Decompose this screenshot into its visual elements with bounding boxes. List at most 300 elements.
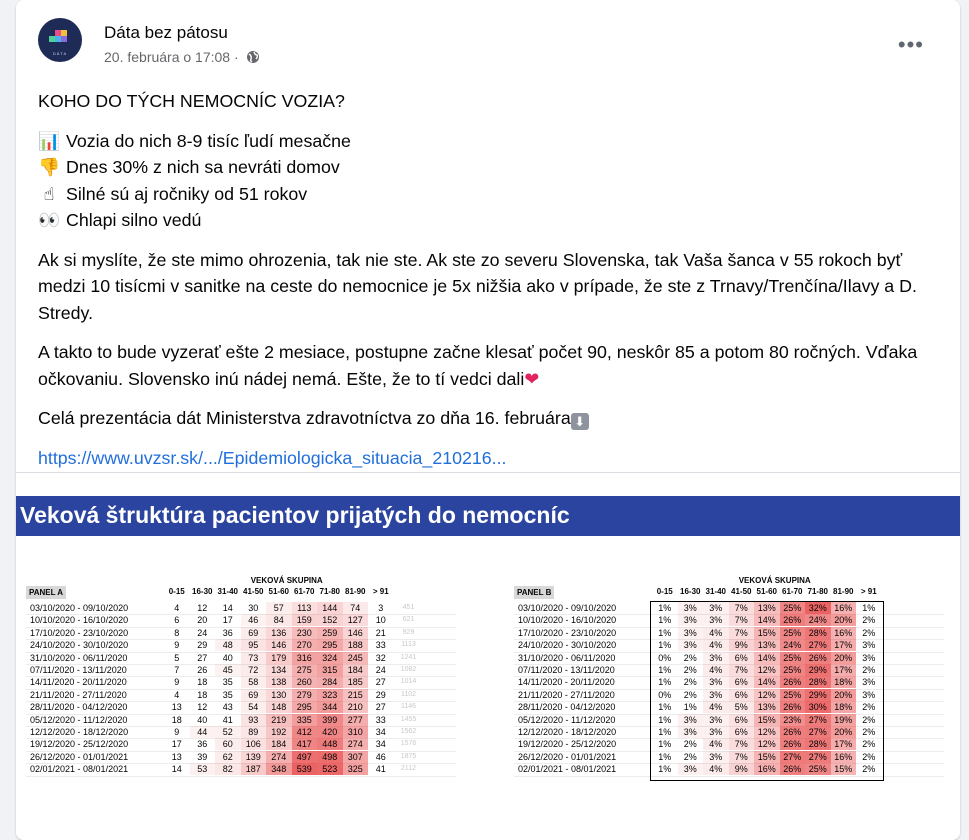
table-cell: 82 bbox=[215, 763, 241, 775]
table-cell: 33 bbox=[375, 640, 386, 651]
table-cell: 2% bbox=[862, 665, 876, 675]
table-cell: 134 bbox=[266, 664, 292, 676]
row-total: 1102 bbox=[400, 690, 417, 698]
paragraph: Ak si myslíte, že ste mimo ohrozenia, tak nie ste. Ak ste zo severu Slovenska, tak Vaša šanca v 55 rokoch byť medzi 10 tisícmi v sanitke na ceste do nemocnice je 5x nižšia ako v prípade, že ste z Trnavy/Trenčína/Ilavy a D. Stredy. bbox=[38, 249, 917, 323]
table-cell: 1% bbox=[683, 702, 697, 713]
table-cell: 35 bbox=[222, 677, 233, 688]
row-period: 24/10/2020 - 30/10/2020 bbox=[518, 640, 617, 651]
table-cell: 60 bbox=[215, 738, 241, 750]
column-header: 41-50 bbox=[731, 587, 752, 596]
table-cell: 259 bbox=[317, 627, 343, 639]
table-cell: 17% bbox=[831, 738, 857, 750]
table-cell: 27% bbox=[805, 639, 831, 651]
row-period: 28/11/2020 - 04/12/2020 bbox=[30, 702, 128, 713]
post-image[interactable] bbox=[16, 496, 960, 840]
table-cell: 3% bbox=[703, 676, 729, 688]
table-cell: 323 bbox=[317, 689, 343, 701]
table-cell: 16% bbox=[754, 763, 780, 775]
table-cell: 3% bbox=[862, 652, 876, 663]
table-cell: 46 bbox=[375, 751, 386, 762]
table-cell: 72 bbox=[241, 664, 267, 676]
table-row bbox=[26, 676, 466, 688]
table-row bbox=[26, 738, 466, 750]
table-cell: 14% bbox=[754, 676, 780, 688]
table-cell: 2% bbox=[683, 652, 697, 663]
table-cell: 275 bbox=[292, 664, 318, 676]
table-cell: 18 bbox=[197, 677, 208, 688]
table-cell: 3% bbox=[703, 652, 729, 664]
table-cell: 25% bbox=[780, 602, 806, 614]
table-cell: 279 bbox=[292, 689, 318, 701]
row-period: 17/10/2020 - 23/10/2020 bbox=[518, 627, 617, 638]
table-cell: 14 bbox=[171, 764, 182, 775]
table-cell: 14% bbox=[754, 614, 780, 626]
table-cell: 260 bbox=[292, 676, 318, 688]
table-cell: 44 bbox=[190, 726, 216, 738]
row-period: 10/10/2020 - 16/10/2020 bbox=[30, 615, 129, 626]
table-cell: 19% bbox=[831, 714, 857, 726]
table-cell: 6% bbox=[729, 726, 755, 738]
table-cell: 210 bbox=[343, 701, 369, 713]
table-row bbox=[26, 763, 466, 775]
table-cell: 1% bbox=[862, 603, 876, 613]
paragraph bbox=[38, 445, 938, 472]
table-cell: 184 bbox=[266, 738, 292, 750]
row-period: 03/10/2020 - 09/10/2020 bbox=[30, 603, 129, 613]
table-cell: 325 bbox=[343, 763, 369, 775]
table-cell: 48 bbox=[215, 639, 241, 651]
table-cell: 139 bbox=[241, 751, 267, 763]
table-cell: 29 bbox=[197, 640, 208, 651]
table-cell: 274 bbox=[343, 738, 369, 750]
eyes-icon: 👀 bbox=[38, 210, 61, 230]
avatar[interactable] bbox=[38, 18, 82, 62]
table-cell: 36 bbox=[222, 627, 233, 638]
table-cell: 417 bbox=[292, 738, 318, 750]
bullet-text: Vozia do nich 8-9 tisíc ľudí mesačne bbox=[66, 130, 351, 151]
more-options-button[interactable]: ••• bbox=[897, 32, 924, 57]
table-cell: 2% bbox=[862, 739, 876, 750]
table-cell: 152 bbox=[317, 614, 343, 626]
table-cell: 27 bbox=[375, 702, 386, 713]
table-cell: 1% bbox=[658, 640, 672, 651]
row-period: 14/11/2020 - 20/11/2020 bbox=[518, 677, 615, 688]
table-cell: 69 bbox=[241, 689, 267, 701]
row-period: 02/01/2021 - 08/01/2021 bbox=[30, 764, 129, 775]
paragraph: Celá prezentácia dát Ministerstva zdravotníctva zo dňa 16. februára ⬇ bbox=[38, 405, 938, 432]
table-cell: 62 bbox=[215, 751, 241, 763]
table-row bbox=[26, 726, 466, 738]
row-total: 451 bbox=[402, 604, 415, 611]
table-cell: 230 bbox=[292, 627, 318, 639]
table-cell: 20% bbox=[831, 614, 857, 626]
table-cell: 15% bbox=[831, 763, 857, 775]
table-cell: 14 bbox=[222, 603, 233, 613]
table-cell: 2% bbox=[862, 714, 876, 725]
table-cell: 2% bbox=[862, 727, 876, 737]
table-cell: 12% bbox=[754, 738, 780, 750]
table-cell: 7% bbox=[729, 751, 755, 763]
table-cell: 26% bbox=[780, 676, 806, 688]
table-cell: 13% bbox=[754, 639, 780, 651]
table-cell: 3 bbox=[378, 603, 384, 613]
table-cell: 7% bbox=[729, 614, 755, 626]
table-cell: 54 bbox=[241, 701, 267, 713]
row-period: 10/10/2020 - 16/10/2020 bbox=[518, 615, 617, 626]
table-cell: 7% bbox=[729, 627, 755, 639]
table-cell: 7% bbox=[729, 738, 755, 750]
row-period: 21/11/2020 - 27/11/2020 bbox=[518, 689, 615, 700]
table-cell: 344 bbox=[317, 701, 343, 713]
table-cell: 17% bbox=[831, 639, 857, 651]
row-period: 02/01/2021 - 08/01/2021 bbox=[518, 764, 617, 775]
table-cell: 2% bbox=[683, 739, 697, 750]
table-cell: 3% bbox=[678, 763, 704, 775]
table-cell: 2% bbox=[862, 764, 876, 775]
row-total: 1562 bbox=[400, 728, 417, 735]
column-header: 61-70 bbox=[782, 587, 803, 596]
column-header: 81-90 bbox=[345, 587, 366, 596]
column-header: 16-30 bbox=[680, 587, 701, 596]
table-cell: 539 bbox=[292, 763, 318, 775]
column-header: 31-40 bbox=[217, 587, 238, 596]
header-row bbox=[514, 586, 954, 599]
table-cell: 2% bbox=[862, 615, 876, 626]
table-cell: 0% bbox=[658, 652, 672, 663]
group-label: VEKOVÁ SKUPINA bbox=[738, 576, 811, 585]
bullet-item bbox=[38, 128, 938, 155]
post-header bbox=[38, 18, 940, 68]
table-cell: 448 bbox=[317, 738, 343, 750]
page-name[interactable]: Dáta bez pátosu bbox=[104, 23, 228, 42]
table-cell: 399 bbox=[317, 714, 343, 726]
pointing-up-icon: ☝ bbox=[43, 183, 55, 204]
table-cell: 184 bbox=[343, 664, 369, 676]
table-cell: 7 bbox=[174, 665, 180, 675]
table-cell: 3% bbox=[678, 639, 704, 651]
table-cell: 1% bbox=[658, 764, 672, 775]
table-cell: 335 bbox=[292, 714, 318, 726]
table-cell: 15% bbox=[754, 627, 780, 639]
table-cell: 17 bbox=[171, 739, 182, 750]
table-cell: 12 bbox=[197, 603, 208, 613]
table-cell: 1% bbox=[658, 603, 672, 613]
table-cell: 12 bbox=[197, 702, 208, 713]
table-cell: 130 bbox=[266, 689, 292, 701]
table-cell: 6% bbox=[729, 689, 755, 701]
table-cell: 4% bbox=[703, 627, 729, 639]
table-cell: 20% bbox=[831, 689, 857, 701]
table-cell: 9 bbox=[174, 677, 180, 688]
table-cell: 179 bbox=[266, 652, 292, 664]
table-cell: 3% bbox=[703, 726, 729, 738]
table-cell: 35 bbox=[222, 689, 233, 700]
table-cell: 30 bbox=[248, 603, 259, 613]
table-cell: 219 bbox=[266, 714, 292, 726]
table-cell: 26% bbox=[780, 738, 806, 750]
bullet-text: Dnes 30% z nich sa nevráti domov bbox=[66, 157, 340, 177]
table-cell: 16% bbox=[831, 627, 857, 639]
table-cell: 26 bbox=[197, 665, 208, 675]
table-cell: 53 bbox=[190, 763, 216, 775]
table-cell: 18% bbox=[831, 676, 857, 688]
logo-block bbox=[49, 36, 55, 42]
table-cell: 27% bbox=[805, 714, 831, 726]
bullet-list bbox=[38, 128, 938, 234]
table-cell: 6 bbox=[174, 615, 180, 626]
post-meta bbox=[104, 49, 260, 67]
table-cell: 3% bbox=[703, 751, 729, 763]
table-cell: 1% bbox=[658, 615, 672, 626]
globe-icon[interactable] bbox=[246, 50, 260, 67]
table-cell: 2% bbox=[862, 751, 876, 762]
header-row bbox=[26, 586, 466, 599]
table-cell: 3% bbox=[703, 689, 729, 701]
row-period: 03/10/2020 - 09/10/2020 bbox=[518, 603, 617, 613]
table-cell: 18 bbox=[171, 714, 182, 725]
table-cell: 36 bbox=[197, 739, 208, 750]
table-cell: 20% bbox=[831, 652, 857, 664]
table-cell: 15% bbox=[754, 714, 780, 726]
table-cell: 3% bbox=[678, 602, 704, 614]
table-cell: 34 bbox=[375, 739, 386, 750]
table-cell: 89 bbox=[241, 726, 267, 738]
table-cell: 245 bbox=[343, 652, 369, 664]
table-cell: 32 bbox=[375, 652, 386, 663]
bullet-text: Silné sú aj ročniky od 51 rokov bbox=[66, 183, 308, 204]
banner-title: Veková štruktúra pacientov prijatých do nemocníc bbox=[20, 502, 570, 528]
table-row bbox=[26, 652, 466, 664]
table-cell: 2% bbox=[683, 665, 697, 675]
table-cell: 3% bbox=[862, 677, 876, 688]
table-cell: 28% bbox=[805, 627, 831, 639]
table-cell: 274 bbox=[266, 751, 292, 763]
bullet-item bbox=[38, 181, 938, 208]
table-cell: 4% bbox=[703, 763, 729, 775]
panel-label: PANEL B bbox=[514, 586, 554, 599]
row-period: 21/11/2020 - 27/11/2020 bbox=[30, 689, 127, 700]
image-banner bbox=[16, 496, 960, 536]
column-header: 71-80 bbox=[807, 587, 828, 596]
divider bbox=[16, 472, 960, 473]
table-cell: 159 bbox=[292, 614, 318, 626]
table-cell: 4% bbox=[703, 664, 729, 676]
table-cell: 4 bbox=[174, 689, 180, 700]
row-period: 31/10/2020 - 06/11/2020 bbox=[30, 652, 128, 663]
table-row bbox=[26, 664, 466, 676]
bullet-text: Chlapi silno vedú bbox=[66, 210, 202, 230]
table-cell: 3% bbox=[678, 614, 704, 626]
table-cell: 33 bbox=[375, 714, 386, 725]
table-cell: 20% bbox=[831, 726, 857, 738]
table-cell: 46 bbox=[241, 614, 267, 626]
logo-block bbox=[61, 36, 67, 42]
table-cell: 5% bbox=[729, 701, 755, 713]
table-cell: 9% bbox=[729, 639, 755, 651]
table-cell: 45 bbox=[215, 664, 241, 676]
table-cell: 25% bbox=[780, 664, 806, 676]
table-row bbox=[26, 627, 466, 639]
row-period: 05/12/2020 - 11/12/2020 bbox=[30, 714, 128, 725]
table-cell: 18% bbox=[831, 701, 857, 713]
row-period: 26/12/2020 - 01/01/2021 bbox=[518, 751, 617, 762]
table-cell: 1% bbox=[658, 714, 672, 725]
table-cell: 420 bbox=[317, 726, 343, 738]
table-cell: 41 bbox=[375, 764, 386, 775]
table-cell: 20 bbox=[197, 615, 208, 626]
table-cell: 307 bbox=[343, 751, 369, 763]
row-period: 19/12/2020 - 25/12/2020 bbox=[518, 739, 617, 750]
table-cell: 315 bbox=[317, 664, 343, 676]
table-cell: 26% bbox=[780, 763, 806, 775]
bullet-item bbox=[38, 154, 938, 181]
table-cell: 12% bbox=[754, 689, 780, 701]
row-period: 17/10/2020 - 23/10/2020 bbox=[30, 627, 129, 638]
table-row bbox=[26, 701, 466, 713]
external-link[interactable]: https://www.uvzsr.sk/.../Epidemiologicka_situacia_210216... bbox=[38, 447, 507, 468]
headline: KOHO DO TÝCH NEMOCNÍC VOZIA? bbox=[38, 91, 345, 111]
column-header: 81-90 bbox=[833, 587, 854, 596]
column-header: 61-70 bbox=[294, 587, 315, 596]
table-cell: 7% bbox=[729, 664, 755, 676]
table-cell: 30% bbox=[805, 701, 831, 713]
table-cell: 24% bbox=[805, 614, 831, 626]
table-cell: 106 bbox=[241, 738, 267, 750]
table-cell: 270 bbox=[292, 639, 318, 651]
table-cell: 2% bbox=[683, 751, 697, 762]
column-header: 16-30 bbox=[192, 587, 213, 596]
table-cell: 113 bbox=[292, 602, 318, 614]
table-cell: 69 bbox=[241, 627, 267, 639]
row-period: 12/12/2020 - 18/12/2020 bbox=[30, 727, 129, 737]
table-cell: 7% bbox=[729, 602, 755, 614]
row-total: 1113 bbox=[401, 641, 416, 649]
row-total: 621 bbox=[402, 616, 415, 624]
table-row bbox=[26, 751, 466, 763]
panel-label: PANEL A bbox=[26, 586, 66, 599]
table-cell: 28% bbox=[805, 738, 831, 750]
table-cell: 43 bbox=[222, 702, 233, 713]
row-period: 19/12/2020 - 25/12/2020 bbox=[30, 739, 129, 750]
table-cell: 310 bbox=[343, 726, 369, 738]
timestamp[interactable]: 20. februára o 17:08 · bbox=[104, 49, 239, 65]
table-cell: 412 bbox=[292, 726, 318, 738]
table-cell: 2% bbox=[683, 677, 697, 688]
table-cell: 58 bbox=[241, 676, 267, 688]
table-cell: 24 bbox=[197, 627, 208, 638]
table-cell: 9 bbox=[174, 640, 180, 651]
table-cell: 295 bbox=[292, 701, 318, 713]
table-cell: 29% bbox=[805, 664, 831, 676]
table-cell: 148 bbox=[266, 701, 292, 713]
table-cell: 4% bbox=[703, 701, 729, 713]
table-cell: 295 bbox=[317, 639, 343, 651]
table-cell: 1% bbox=[658, 727, 672, 737]
row-total: 929 bbox=[402, 628, 415, 636]
table-cell: 26% bbox=[805, 652, 831, 664]
table-cell: 1% bbox=[658, 627, 672, 638]
table-cell: 13% bbox=[754, 602, 780, 614]
row-period: 07/11/2020 - 13/11/2020 bbox=[518, 665, 615, 675]
table-cell: 24 bbox=[375, 665, 386, 675]
table-cell: 26% bbox=[780, 614, 806, 626]
table-cell: 9 bbox=[174, 727, 180, 737]
table-cell: 25% bbox=[780, 689, 806, 701]
table-cell: 9% bbox=[729, 763, 755, 775]
table-cell: 18 bbox=[197, 689, 208, 700]
table-cell: 1% bbox=[658, 751, 672, 762]
table-cell: 5 bbox=[174, 652, 180, 663]
table-cell: 2% bbox=[862, 627, 876, 638]
table-cell: 127 bbox=[343, 614, 369, 626]
table-row bbox=[26, 714, 466, 726]
table-cell: 17% bbox=[831, 664, 857, 676]
column-header: 71-80 bbox=[319, 587, 340, 596]
table-cell: 3% bbox=[703, 602, 729, 614]
table-cell: 1% bbox=[658, 665, 672, 675]
table-cell: 16% bbox=[831, 602, 857, 614]
table-row bbox=[26, 689, 466, 701]
table-cell: 39 bbox=[197, 751, 208, 762]
table-cell: 1% bbox=[658, 702, 672, 713]
table-cell: 21 bbox=[375, 627, 386, 638]
row-period: 07/11/2020 - 13/11/2020 bbox=[30, 665, 127, 675]
heart-icon: ❤ bbox=[524, 368, 540, 389]
down-arrow-icon: ⬇ bbox=[571, 413, 589, 430]
table-cell: 34 bbox=[375, 727, 386, 737]
column-header: 41-50 bbox=[243, 587, 264, 596]
table-cell: 12% bbox=[754, 726, 780, 738]
table-cell: 29% bbox=[805, 689, 831, 701]
table-cell: 27% bbox=[805, 751, 831, 763]
table-cell: 29 bbox=[375, 689, 386, 700]
table-cell: 187 bbox=[241, 763, 267, 775]
table-cell: 25% bbox=[780, 652, 806, 664]
row-total: 1875 bbox=[400, 752, 417, 760]
row-total: 1455 bbox=[400, 715, 417, 723]
row-total: 2112 bbox=[400, 765, 417, 773]
table-cell: 95 bbox=[241, 639, 267, 651]
table-cell: 348 bbox=[266, 763, 292, 775]
table-cell: 26% bbox=[780, 701, 806, 713]
table-cell: 3% bbox=[703, 614, 729, 626]
table-cell: 27% bbox=[780, 751, 806, 763]
table-cell: 27% bbox=[805, 726, 831, 738]
table-cell: 24% bbox=[780, 639, 806, 651]
table-cell: 146 bbox=[343, 627, 369, 639]
table-cell: 13 bbox=[171, 702, 182, 713]
table-cell: 498 bbox=[317, 751, 343, 763]
table-cell: 10 bbox=[375, 615, 386, 626]
table-cell: 144 bbox=[317, 602, 343, 614]
table-cell: 3% bbox=[678, 726, 704, 738]
table-cell: 16% bbox=[831, 751, 857, 763]
table-cell: 27 bbox=[375, 677, 386, 688]
table-cell: 3% bbox=[862, 689, 876, 700]
table-cell: 84 bbox=[266, 614, 292, 626]
row-period: 31/10/2020 - 06/11/2020 bbox=[518, 652, 616, 663]
row-total: 1576 bbox=[400, 740, 417, 748]
table-cell: 93 bbox=[241, 714, 267, 726]
panel-b-outline bbox=[650, 601, 884, 781]
table-cell: 23% bbox=[780, 714, 806, 726]
table-cell: 14% bbox=[754, 652, 780, 664]
column-header: > 91 bbox=[372, 587, 389, 596]
table-cell: 73 bbox=[241, 652, 267, 664]
table-row bbox=[26, 639, 466, 651]
table-cell: 284 bbox=[317, 676, 343, 688]
table-cell: 28% bbox=[805, 676, 831, 688]
